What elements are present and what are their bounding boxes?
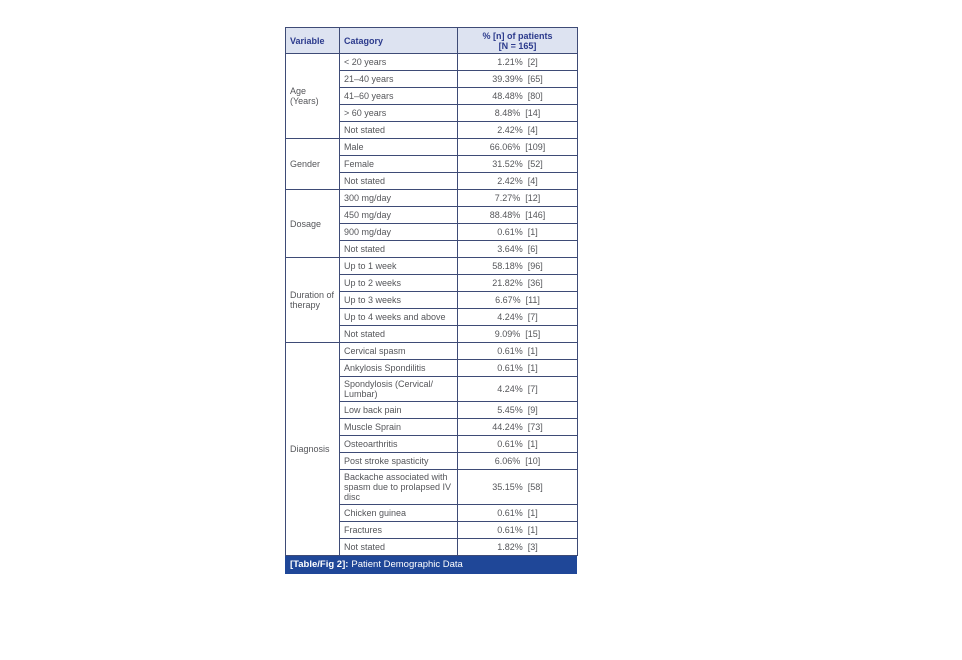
category-cell: Low back pain: [340, 402, 458, 419]
variable-cell: Age (Years): [286, 54, 340, 139]
value-cell: [458, 105, 578, 122]
count-value: [4]: [527, 125, 538, 135]
value-cell: [458, 326, 578, 343]
value-cell: [458, 292, 578, 309]
table-row: [286, 258, 578, 275]
category-cell: Male: [340, 139, 458, 156]
value-cell: [458, 360, 578, 377]
value-cell: [458, 224, 578, 241]
category-cell: 21–40 years: [340, 71, 458, 88]
value-cell: [458, 156, 578, 173]
count-value: [9]: [527, 405, 538, 415]
category-cell: 300 mg/day: [340, 190, 458, 207]
col-header-percent-line1: % [n] of patients: [482, 30, 553, 41]
percent-value: 7.27%: [494, 193, 521, 203]
category-cell: Muscle Sprain: [340, 419, 458, 436]
count-value: [65]: [527, 74, 543, 84]
count-value: [73]: [527, 422, 543, 432]
count-value: [146]: [525, 210, 546, 220]
header-row: [286, 28, 578, 54]
count-value: [1]: [527, 363, 538, 373]
count-value: [96]: [527, 261, 543, 271]
percent-value: 8.48%: [494, 108, 521, 118]
count-value: [11]: [525, 295, 540, 305]
table-row: [286, 139, 578, 156]
value-cell: [458, 139, 578, 156]
table-caption: [285, 556, 577, 574]
value-cell: [458, 539, 578, 556]
caption-label: [Table/Fig 2]:: [290, 559, 349, 570]
category-cell: Osteoarthritis: [340, 436, 458, 453]
percent-value: 1.82%: [497, 542, 523, 552]
value-cell: [458, 88, 578, 105]
table-row: [286, 343, 578, 360]
count-value: [80]: [527, 91, 543, 101]
category-cell: Up to 3 weeks: [340, 292, 458, 309]
count-value: [36]: [527, 278, 543, 288]
count-value: [1]: [527, 346, 538, 356]
category-cell: Not stated: [340, 539, 458, 556]
percent-value: 9.09%: [494, 329, 521, 339]
category-cell: Spondylosis (Cervical/ Lumbar): [340, 377, 458, 402]
category-cell: Not stated: [340, 326, 458, 343]
value-cell: [458, 207, 578, 224]
value-cell: [458, 453, 578, 470]
percent-value: 6.06%: [494, 456, 521, 466]
value-cell: [458, 505, 578, 522]
variable-cell: Gender: [286, 139, 340, 190]
category-cell: Cervical spasm: [340, 343, 458, 360]
count-value: [1]: [527, 227, 538, 237]
category-cell: Ankylosis Spondilitis: [340, 360, 458, 377]
variable-cell: Duration of therapy: [286, 258, 340, 343]
percent-value: 0.61%: [497, 525, 523, 535]
count-value: [2]: [527, 57, 538, 67]
percent-value: 4.24%: [497, 384, 523, 394]
count-value: [15]: [525, 329, 541, 339]
value-cell: [458, 275, 578, 292]
category-cell: Up to 1 week: [340, 258, 458, 275]
percent-value: 2.42%: [497, 125, 523, 135]
percent-value: 0.61%: [497, 346, 523, 356]
percent-value: 31.52%: [492, 159, 523, 169]
percent-value: 2.42%: [497, 176, 523, 186]
percent-value: 58.18%: [492, 261, 523, 271]
percent-value: 48.48%: [492, 91, 523, 101]
percent-value: 0.61%: [497, 439, 523, 449]
value-cell: [458, 173, 578, 190]
count-value: [3]: [527, 542, 538, 552]
percent-value: 0.61%: [497, 508, 523, 518]
percent-value: 5.45%: [497, 405, 523, 415]
count-value: [52]: [527, 159, 543, 169]
value-cell: [458, 54, 578, 71]
category-cell: 450 mg/day: [340, 207, 458, 224]
percent-value: 39.39%: [492, 74, 523, 84]
category-cell: > 60 years: [340, 105, 458, 122]
percent-value: 3.64%: [497, 244, 523, 254]
value-cell: [458, 377, 578, 402]
category-cell: 41–60 years: [340, 88, 458, 105]
percent-value: 0.61%: [497, 227, 523, 237]
category-cell: Up to 2 weeks: [340, 275, 458, 292]
percent-value: 66.06%: [489, 142, 521, 152]
count-value: [1]: [527, 439, 538, 449]
category-cell: Fractures: [340, 522, 458, 539]
variable-cell: Diagnosis: [286, 343, 340, 556]
count-value: [14]: [525, 108, 541, 118]
count-value: [6]: [527, 244, 538, 254]
category-cell: Female: [340, 156, 458, 173]
category-cell: Post stroke spasticity: [340, 453, 458, 470]
table-row: [286, 54, 578, 71]
count-value: [1]: [527, 508, 538, 518]
count-value: [7]: [527, 312, 538, 322]
category-cell: Not stated: [340, 241, 458, 258]
count-value: [4]: [527, 176, 538, 186]
value-cell: [458, 470, 578, 505]
category-cell: Chicken guinea: [340, 505, 458, 522]
value-cell: [458, 71, 578, 88]
count-value: [58]: [527, 482, 543, 492]
category-cell: < 20 years: [340, 54, 458, 71]
table-row: [286, 190, 578, 207]
table-body: [286, 54, 578, 556]
value-cell: [458, 258, 578, 275]
percent-value: 1.21%: [497, 57, 523, 67]
data-table: [285, 27, 578, 556]
value-cell: [458, 436, 578, 453]
category-cell: 900 mg/day: [340, 224, 458, 241]
col-header-variable: Variable: [286, 28, 340, 54]
category-cell: Up to 4 weeks and above: [340, 309, 458, 326]
value-cell: [458, 402, 578, 419]
col-header-percent: [458, 28, 578, 54]
count-value: [1]: [527, 525, 538, 535]
percent-value: 88.48%: [489, 210, 521, 220]
percent-value: 21.82%: [492, 278, 523, 288]
category-cell: Not stated: [340, 173, 458, 190]
value-cell: [458, 309, 578, 326]
value-cell: [458, 522, 578, 539]
variable-cell: Dosage: [286, 190, 340, 258]
percent-value: 35.15%: [492, 482, 523, 492]
percent-value: 0.61%: [497, 363, 523, 373]
col-header-category: Catagory: [340, 28, 458, 54]
percent-value: 44.24%: [492, 422, 523, 432]
category-cell: Not stated: [340, 122, 458, 139]
count-value: [10]: [525, 456, 541, 466]
value-cell: [458, 190, 578, 207]
value-cell: [458, 419, 578, 436]
percent-value: 4.24%: [497, 312, 523, 322]
value-cell: [458, 343, 578, 360]
patient-demographic-table: [285, 27, 577, 574]
count-value: [7]: [527, 384, 538, 394]
value-cell: [458, 122, 578, 139]
count-value: [12]: [525, 193, 541, 203]
caption-text: Patient Demographic Data: [351, 559, 463, 570]
percent-value: 6.67%: [495, 295, 521, 305]
value-cell: [458, 241, 578, 258]
category-cell: Backache associated with spasm due to prolapsed IV disc: [340, 470, 458, 505]
count-value: [109]: [525, 142, 546, 152]
col-header-percent-line2: [N = 165]: [498, 40, 537, 51]
